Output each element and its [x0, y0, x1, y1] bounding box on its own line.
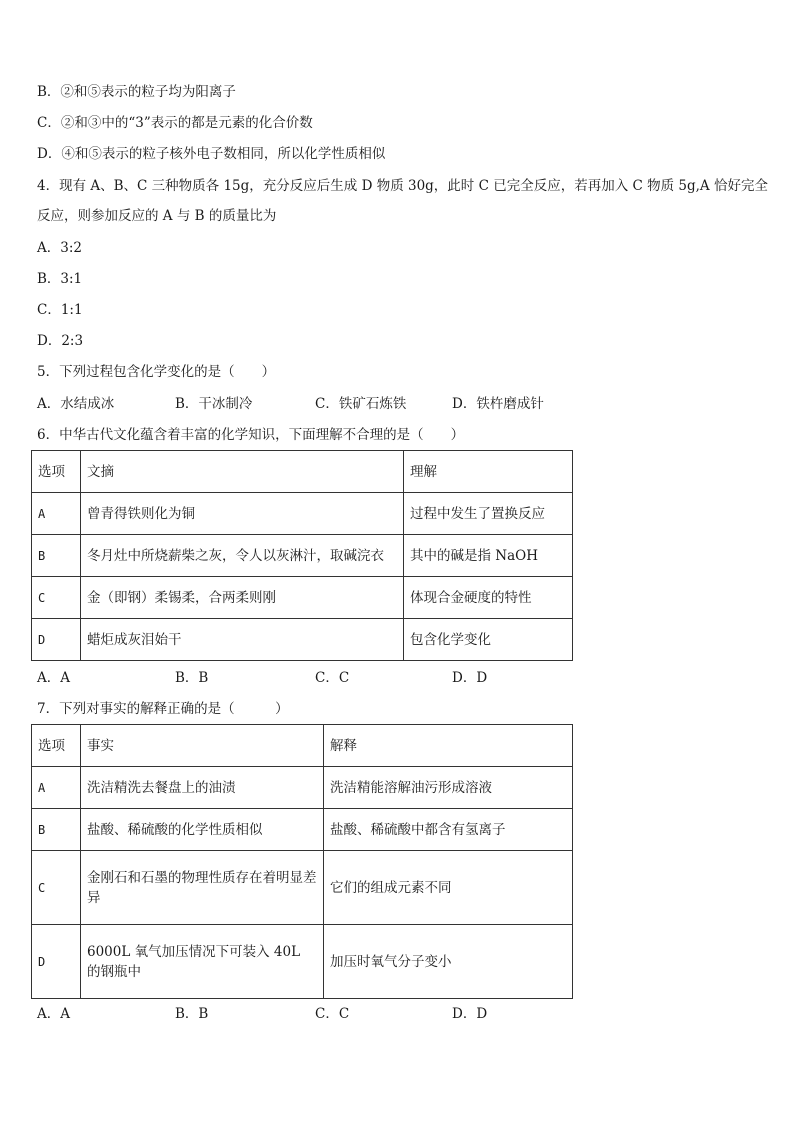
q4-stem-line1: 4．现有 A、B、C 三种物质各 15g，充分反应后生成 D 物质 30g，此时 C 已完全反应，若再加入 C 物质 5g,A 恰好完全 — [37, 178, 768, 194]
table-cell: D — [32, 925, 81, 999]
q3-option-d: D．④和⑤表示的粒子核外电子数相同，所以化学性质相似 — [37, 146, 386, 162]
table-header-row — [32, 725, 573, 767]
table-header-cell: 选项 — [32, 725, 81, 767]
q3-option-b: B．②和⑤表示的粒子均为阳离子 — [37, 84, 236, 100]
q7-option-b: B．B — [175, 1006, 209, 1022]
q4-option-c: C．1:1 — [37, 302, 83, 318]
table-cell: A — [32, 493, 81, 535]
q6-stem: 6．中华古代文化蕴含着丰富的化学知识，下面理解不合理的是（ ） — [37, 427, 465, 443]
q5-options — [37, 394, 777, 414]
table-cell: 冬月灶中所烧薪柴之灰，令人以灰淋汁，取碱浣衣 — [81, 535, 404, 577]
table-cell: 洗洁精能溶解油污形成溶液 — [324, 767, 573, 809]
table-row — [32, 851, 573, 925]
table-cell: 6000L 氧气加压情况下可装入 40L 的钢瓶中 — [81, 925, 324, 999]
table-cell: 加压时氧气分子变小 — [324, 925, 573, 999]
q7-table — [31, 724, 573, 999]
q6-option-c: C．C — [315, 670, 350, 686]
q6-option-b: B．B — [175, 670, 209, 686]
q3-option-c: C．②和③中的“3”表示的都是元素的化合价数 — [37, 115, 313, 131]
table-row — [32, 767, 573, 809]
table-cell: C — [32, 577, 81, 619]
table-cell: B — [32, 535, 81, 577]
table-cell: B — [32, 809, 81, 851]
table-cell: 过程中发生了置换反应 — [404, 493, 573, 535]
q4-option-a: A．3:2 — [37, 240, 82, 256]
q4-option-b: B．3:1 — [37, 271, 83, 287]
table-row — [32, 809, 573, 851]
table-cell: 体现合金硬度的特性 — [404, 577, 573, 619]
q5-option-b: B．干冰制冷 — [175, 396, 253, 412]
q7-stem: 7．下列对事实的解释正确的是（ ） — [37, 701, 289, 717]
q6-option-d: D．D — [452, 670, 488, 686]
table-cell: 盐酸、稀硫酸的化学性质相似 — [81, 809, 324, 851]
table-cell: 其中的碱是指 NaOH — [404, 535, 573, 577]
q7-option-c: C．C — [315, 1006, 350, 1022]
q7-option-d: D．D — [452, 1006, 488, 1022]
table-header-row — [32, 451, 573, 493]
table-cell: 盐酸、稀硫酸中都含有氢离子 — [324, 809, 573, 851]
q5-stem: 5．下列过程包含化学变化的是（ ） — [37, 364, 276, 380]
table-header-cell: 文摘 — [81, 451, 404, 493]
q7-options — [37, 1004, 777, 1024]
table-header-cell: 理解 — [404, 451, 573, 493]
table-cell: 它们的组成元素不同 — [324, 851, 573, 925]
q4-option-d: D．2:3 — [37, 333, 84, 349]
q6-table — [31, 450, 573, 661]
table-row — [32, 535, 573, 577]
table-cell: A — [32, 767, 81, 809]
table-cell: 包含化学变化 — [404, 619, 573, 661]
table-header-cell: 解释 — [324, 725, 573, 767]
table-cell: 曾青得铁则化为铜 — [81, 493, 404, 535]
q6-options — [37, 668, 777, 688]
table-cell: 金（即钢）柔锡柔，合两柔则刚 — [81, 577, 404, 619]
table-row — [32, 577, 573, 619]
table-cell: 洗洁精洗去餐盘上的油渍 — [81, 767, 324, 809]
table-cell: C — [32, 851, 81, 925]
table-row — [32, 619, 573, 661]
q7-option-a: A．A — [37, 1006, 70, 1022]
q6-option-a: A．A — [37, 670, 70, 686]
table-cell: 金刚石和石墨的物理性质存在着明显差异 — [81, 851, 324, 925]
table-row — [32, 925, 573, 999]
q5-option-d: D．铁杵磨成针 — [452, 396, 544, 412]
table-header-cell: 事实 — [81, 725, 324, 767]
q5-option-c: C．铁矿石炼铁 — [315, 396, 407, 412]
table-cell: D — [32, 619, 81, 661]
table-row — [32, 493, 573, 535]
table-cell: 蜡炬成灰泪始干 — [81, 619, 404, 661]
table-header-cell: 选项 — [32, 451, 81, 493]
q4-stem-line2: 反应，则参加反应的 A 与 B 的质量比为 — [37, 208, 277, 224]
q5-option-a: A．水结成冰 — [37, 396, 115, 412]
